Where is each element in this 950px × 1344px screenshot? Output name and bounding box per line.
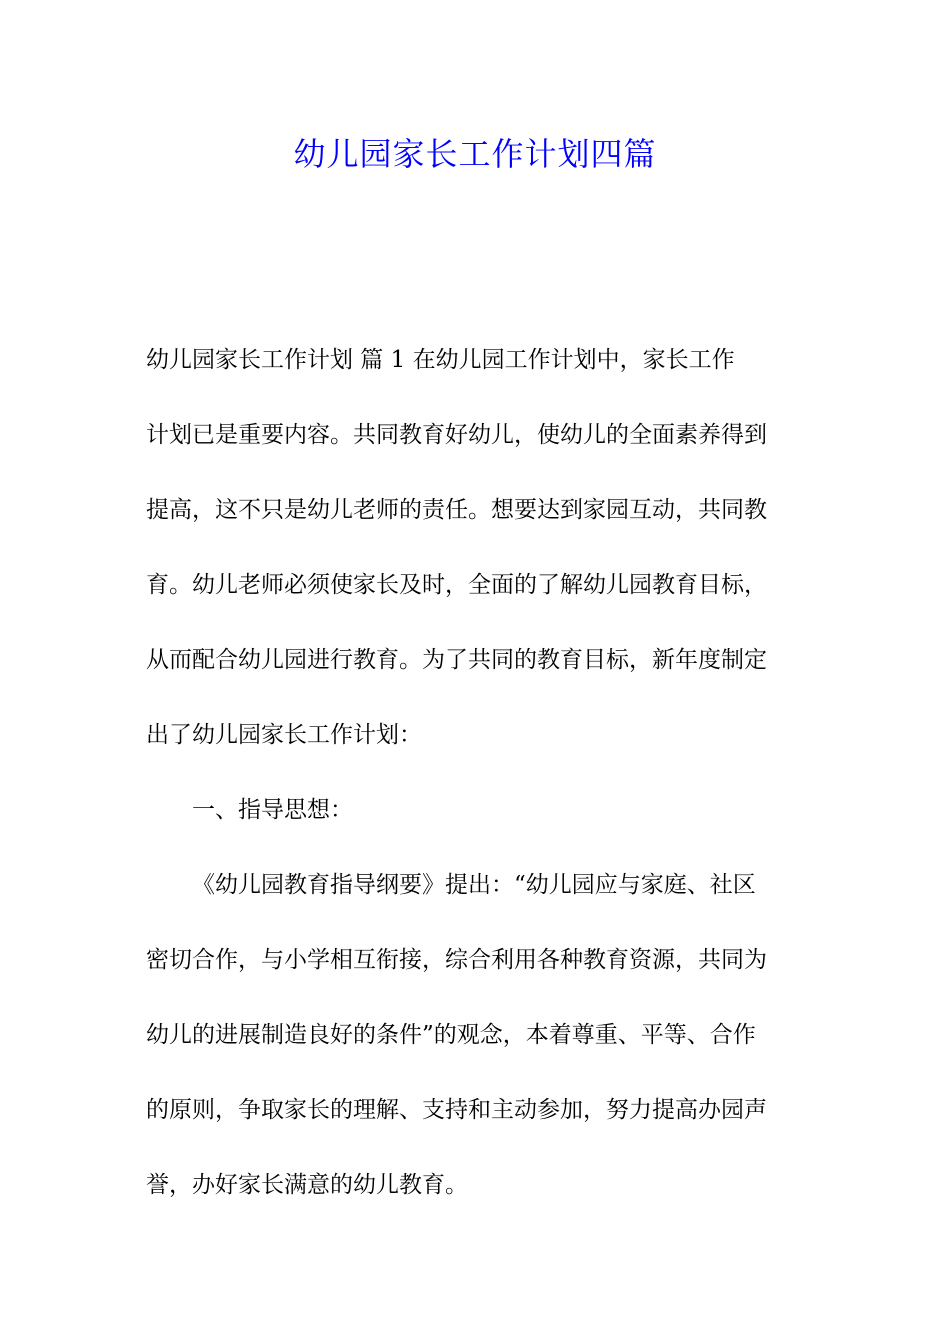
paragraph-line-10: 幼儿的进展制造良好的条件”的观念，本着尊重、平等、合作: [146, 1022, 756, 1048]
paragraph-line-6: 出了幼儿园家长工作计划：: [146, 722, 422, 748]
paragraph-line-5: 从而配合幼儿园进行教育。为了共同的教育目标，新年度制定: [146, 647, 767, 673]
paragraph-line-8: 《幼儿园教育指导纲要》提出：“幼儿园应与家庭、社区: [192, 872, 756, 898]
paragraph-line-2: 计划已是重要内容。共同教育好幼儿，使幼儿的全面素养得到: [146, 422, 767, 448]
paragraph-line-12: 誉，办好家长满意的幼儿教育。: [146, 1172, 468, 1198]
document-title: 幼儿园家长工作计划四篇: [293, 135, 657, 173]
paragraph-line-4: 育。幼儿老师必须使家长及时，全面的了解幼儿园教育目标，: [146, 572, 767, 598]
paragraph-line-1: 幼儿园家长工作计划 篇 1 在幼儿园工作计划中，家长工作: [146, 347, 735, 373]
paragraph-line-9: 密切合作，与小学相互衔接，综合利用各种教育资源，共同为: [146, 947, 767, 973]
section-heading: 一、指导思想：: [192, 797, 353, 823]
paragraph-line-3: 提高，这不只是幼儿老师的责任。想要达到家园互动，共同教: [146, 497, 767, 523]
paragraph-line-11: 的原则，争取家长的理解、支持和主动参加，努力提高办园声: [146, 1097, 767, 1123]
document-body: [146, 336, 806, 1236]
